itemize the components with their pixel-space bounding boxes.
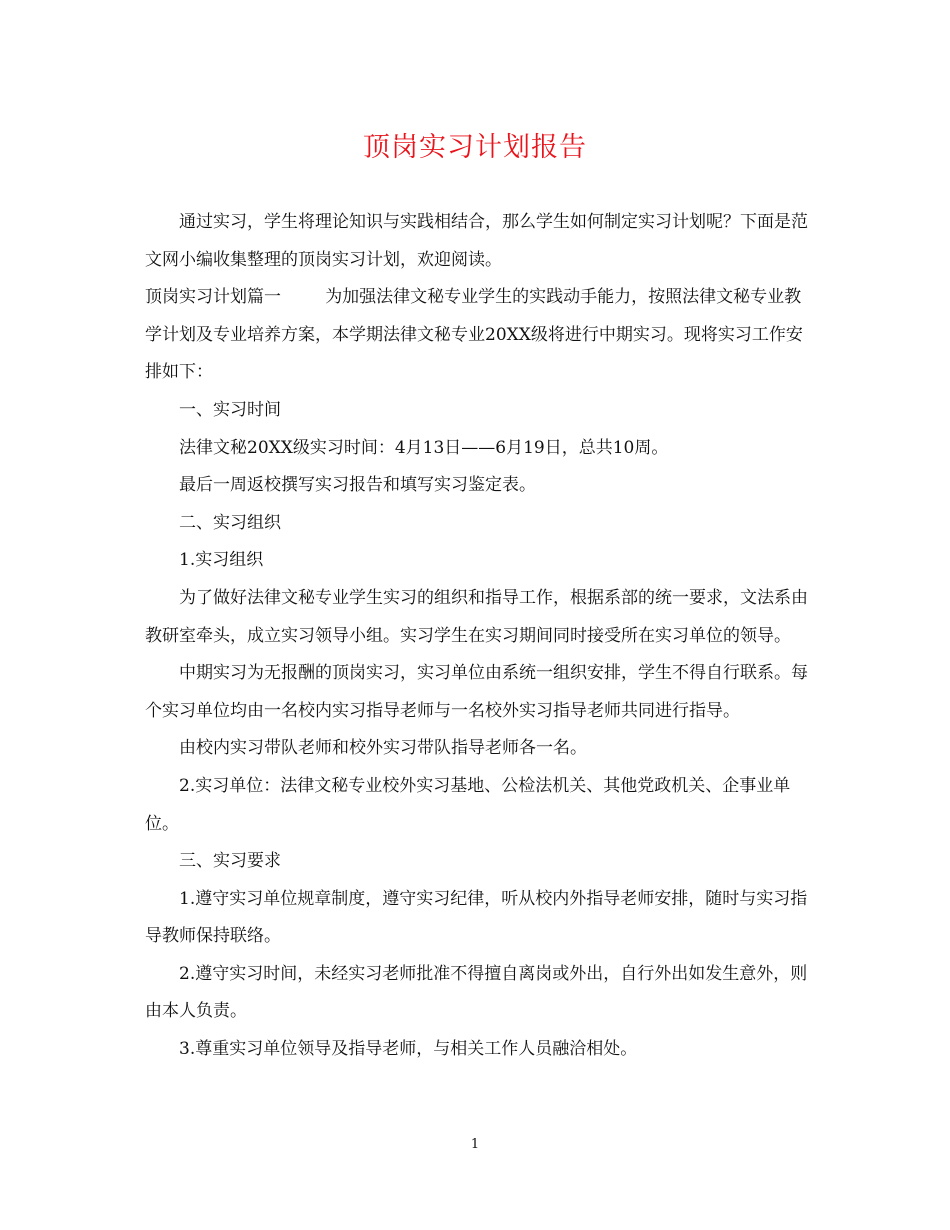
intro-paragraph: 通过实习，学生将理论知识与实践相结合，那么学生如何制定实习计划呢？下面是范文网小编收集整理的顶岗实习计划，欢迎阅读。 xyxy=(145,212,808,270)
document-title: 顶岗实习计划报告 xyxy=(363,132,587,163)
paragraph-unpaid-internship: 中期实习为无报酬的顶岗实习，实习单位由系统一组织安排，学生不得自行联系。每个实习单位均由一名校内实习指导老师与一名校外实习指导老师共同进行指导。 xyxy=(145,663,808,721)
paragraph-internship-units: 2.实习单位：法律文秘专业校外实习基地、公检法机关、其他党政机关、企事业单位。 xyxy=(145,775,791,834)
heading-internship-time: 一、实习时间 xyxy=(179,399,281,420)
section-label: 顶岗实习计划篇一 xyxy=(145,287,281,308)
section-intro-text: 为加强法律文秘专业学生的实践动手能力，按照法律文秘专业教学计划及专业培养方案，本学期法律文秘专业20XX级将进行中期实习。现将实习工作安排如下： xyxy=(145,287,803,383)
requirement-3: 3.尊重实习单位领导及指导老师，与相关工作人员融洽相处。 xyxy=(179,1039,638,1060)
requirement-1: 1.遵守实习单位规章制度，遵守实习纪律，听从校内外指导老师安排，随时与实习指导教师保持联络。 xyxy=(145,888,808,947)
paragraph-last-week: 最后一周返校撰写实习报告和填写实习鉴定表。 xyxy=(179,475,536,496)
paragraph-teachers: 由校内实习带队老师和校外实习带队指导老师各一名。 xyxy=(179,738,587,759)
subheading-organization: 1.实习组织 xyxy=(179,550,264,571)
page-number: 1 xyxy=(470,1137,480,1152)
document-body xyxy=(145,204,811,1069)
section-intro-paragraph xyxy=(145,279,811,392)
paragraph-organization: 为了做好法律文秘专业学生实习的组织和指导工作，根据系部的统一要求，文法系由教研室牵头，成立实习领导小组。实习学生在实习期间同时接受所在实习单位的领导。 xyxy=(145,587,808,646)
heading-internship-requirements: 三、实习要求 xyxy=(179,851,281,872)
paragraph-time-range: 法律文秘20XX级实习时间：4月13日——6月19日，总共10周。 xyxy=(179,437,669,458)
requirement-2: 2.遵守实习时间，未经实习老师批准不得擅自离岗或外出，自行外出如发生意外，则由本人负责。 xyxy=(145,963,808,1022)
heading-internship-organization: 二、实习组织 xyxy=(179,512,281,533)
